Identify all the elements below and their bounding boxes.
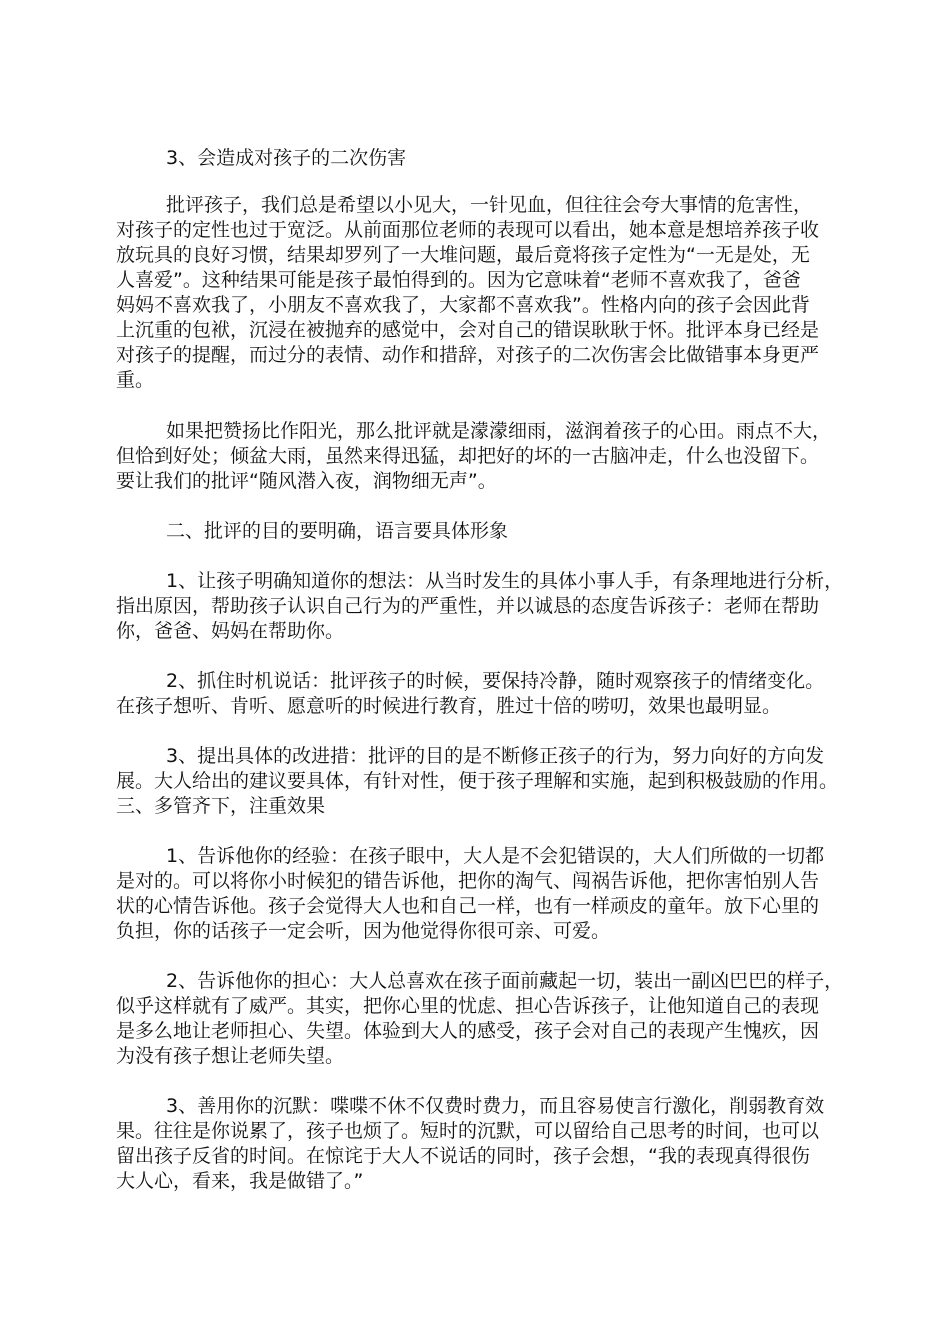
paragraph-line: 3、善用你的沉默：喋喋不休不仅费时费力，而且容易使言行激化，削弱教育效 [166,1095,825,1117]
paragraph-line: 状的心情告诉他。孩子会觉得大人也和自己一样，也有一样顽皮的童年。放下心里的 [116,895,820,917]
paragraph-line: 为没有孩子想让老师失望。 [116,1045,345,1067]
paragraph-line: 是多么地让老师担心、失望。体验到大人的感受，孩子会对自己的表现产生愧疚，因 [116,1020,820,1042]
paragraph-line: 放玩具的良好习惯，结果却罗列了一大堆问题，最后竟将孩子定性为“一无是处，无 [116,244,810,266]
paragraph-line: 负担，你的话孩子一定会听，因为他觉得你很可亲、可爱。 [116,920,611,942]
paragraph-line: 你，爸爸、妈妈在帮助你。 [116,620,345,642]
paragraph-line: 似乎这样就有了威严。其实，把你心里的忧虑、担心告诉孩子，让他知道自己的表现 [116,995,820,1017]
paragraph-line: 展。大人给出的建议要具体，有针对性，便于孩子理解和实施，起到积极鼓励的作用。 [116,770,839,792]
paragraph-line: 对孩子的定性也过于宽泛。从前面那位老师的表现可以看出，她本意是想培养孩子收 [116,219,820,241]
paragraph-line: 2、告诉他你的担心：大人总喜欢在孩子面前藏起一切，装出一副凶巴巴的样子， [166,970,844,992]
paragraph-line: 3、提出具体的改进措：批评的目的是不断修正孩子的行为，努力向好的方向发 [166,745,825,767]
section-heading-2: 二、批评的目的要明确，语言要具体形象 [166,520,509,542]
paragraph-line: 大人心，看来，我是做错了。” [116,1170,364,1192]
paragraph-line: 重。 [116,369,155,391]
section-heading-3-multi: 三、多管齐下，注重效果 [116,795,326,817]
paragraph-line: 妈妈不喜欢我了，小朋友不喜欢我了，大家都不喜欢我”。性格内向的孩子会因此背 [116,294,810,316]
section-heading-3: 3、会造成对孩子的二次伤害 [166,147,407,169]
paragraph-line: 是对的。可以将你小时候犯的错告诉他，把你的淘气、闯祸告诉他，把你害怕别人告 [116,870,820,892]
paragraph-line: 在孩子想听、肯听、愿意听的时候进行教育，胜过十倍的唠叨，效果也最明显。 [116,695,782,717]
paragraph-line: 对孩子的提醒，而过分的表情、动作和措辞，对孩子的二次伤害会比做错事本身更严 [116,344,820,366]
paragraph-line: 留出孩子反省的时间。在惊诧于大人不说话的同时，孩子会想，“我的表现真得很伤 [116,1145,810,1167]
paragraph-line: 2、抓住时机说话：批评孩子的时候，要保持冷静，随时观察孩子的情绪变化。 [166,670,825,692]
paragraph-line: 指出原因，帮助孩子认识自己行为的严重性，并以诚恳的态度告诉孩子：老师在帮助 [116,595,820,617]
paragraph-line: 人喜爱”。这种结果可能是孩子最怕得到的。因为它意味着“老师不喜欢我了，爸爸 [116,269,801,291]
paragraph-line: 如果把赞扬比作阳光，那么批评就是濛濛细雨，滋润着孩子的心田。雨点不大， [166,420,832,442]
paragraph-line: 但恰到好处；倾盆大雨，虽然来得迅猛，却把好的坏的一古脑冲走，什么也没留下。 [116,445,820,467]
paragraph-line: 批评孩子，我们总是希望以小见大，一针见血，但往往会夸大事情的危害性， [166,194,813,216]
paragraph-line: 果。往往是你说累了，孩子也烦了。短时的沉默，可以留给自己思考的时间，也可以 [116,1120,820,1142]
paragraph-line: 1、告诉他你的经验：在孩子眼中，大人是不会犯错误的，大人们所做的一切都 [166,845,825,867]
paragraph-line: 要让我们的批评“随风潜入夜，润物细无声”。 [116,470,497,492]
paragraph-line: 1、让孩子明确知道你的想法：从当时发生的具体小事人手，有条理地进行分析， [166,570,844,592]
paragraph-line: 上沉重的包袱，沉浸在被抛弃的感觉中，会对自己的错误耿耿于怀。批评本身已经是 [116,319,820,341]
